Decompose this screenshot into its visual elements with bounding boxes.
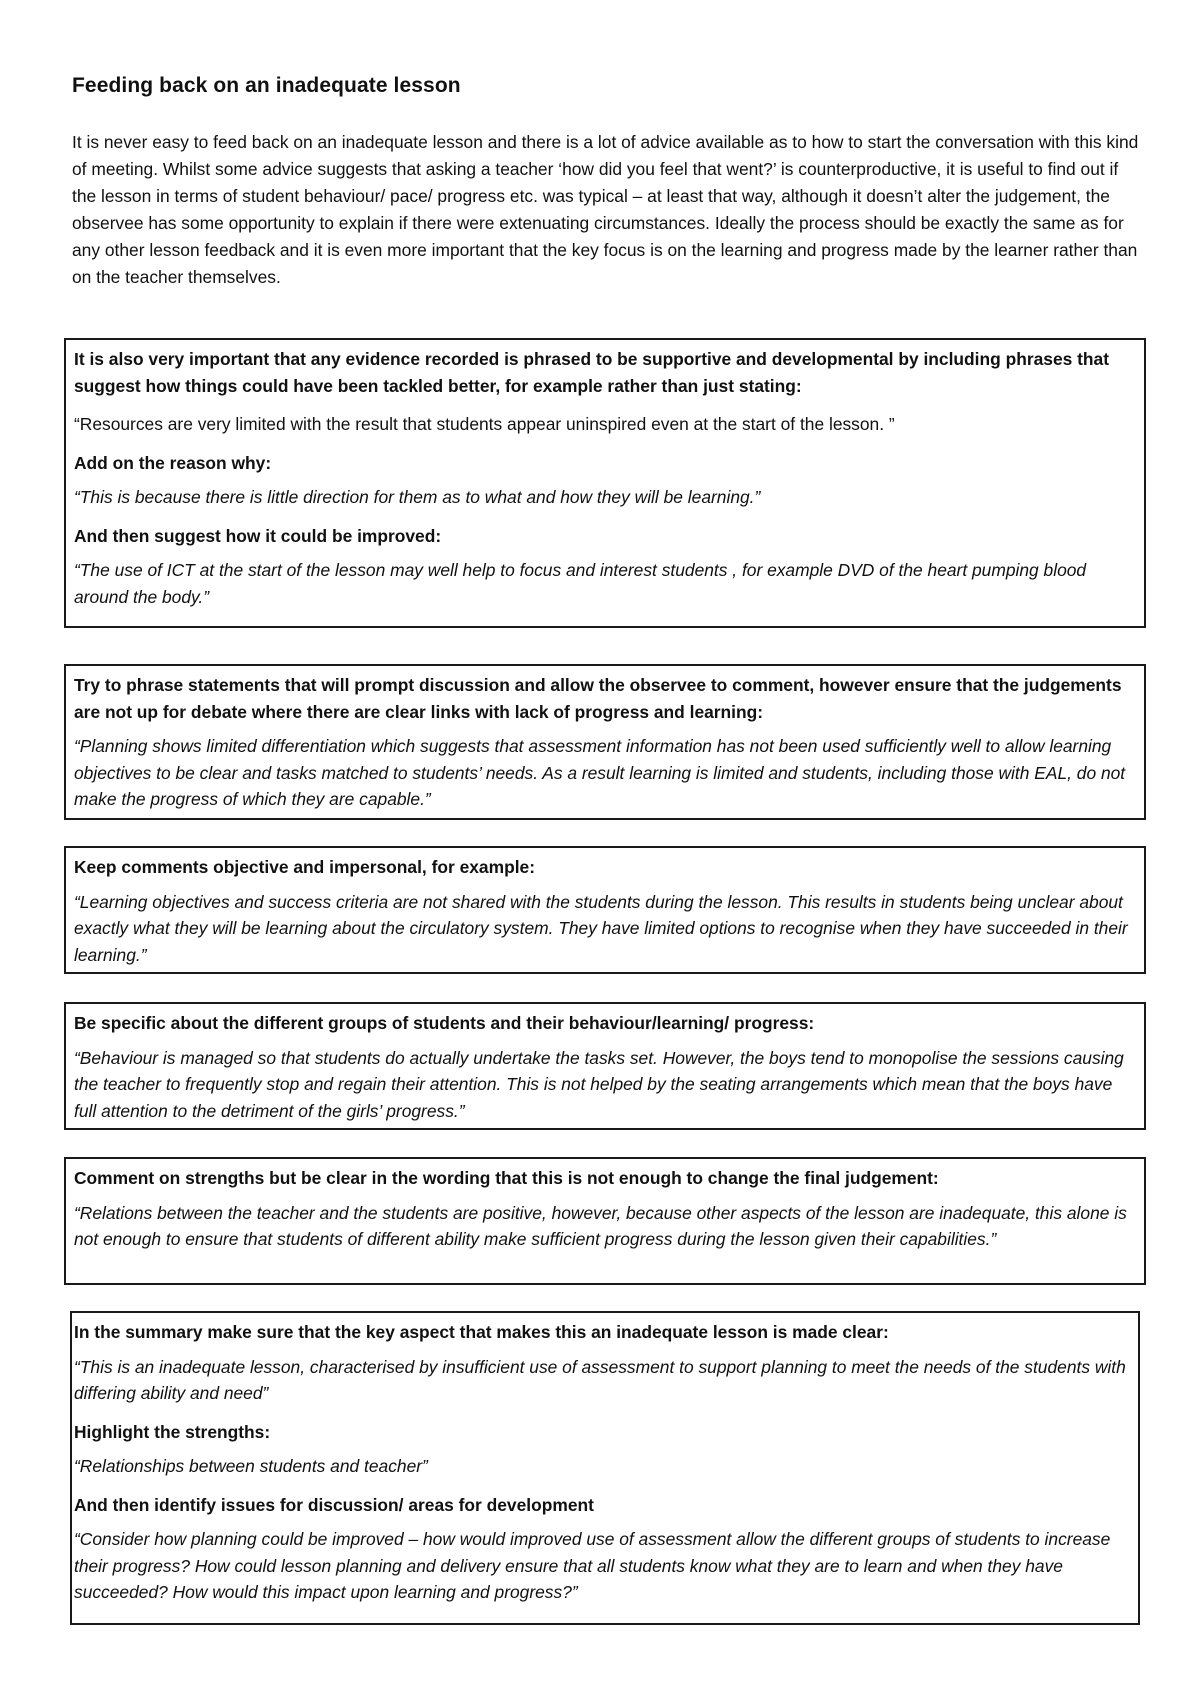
evidence-phrasing-box [64, 338, 1146, 628]
strengths-box [64, 1157, 1146, 1285]
objective-comments-box [64, 846, 1146, 974]
discussion-prompt-box [64, 664, 1146, 820]
example-quote: “This is because there is little direction for them as to what and how they will be learning.” [74, 487, 761, 507]
box-heading: Try to phrase statements that will prompt discussion and allow the observee to comment, however ensure that the judgements are not up for debate where there are clear links with lack of progress and learning: [74, 675, 1122, 722]
box-heading: It is also very important that any evidence recorded is phrased to be supportive and developmental by including phrases that suggest how things could have been tackled better, for example rather than just stating: [74, 349, 1109, 396]
student-groups-box [64, 1002, 1146, 1130]
box-heading: In the summary make sure that the key aspect that makes this an inadequate lesson is made clear: [74, 1322, 889, 1342]
example-quote: “Learning objectives and success criteria are not shared with the students during the lesson. This results in students being unclear about exactly what they will be learning about the circulatory system. They have limited options to recognise when they have succeeded in their learning.” [74, 891, 1128, 965]
intro-paragraph: It is never easy to feed back on an inadequate lesson and there is a lot of advice available as to how to start the conversation with this kind of meeting. Whilst some advice suggests that asking a teacher ‘how did you feel that went?’ is counterproductive, it is useful to find out if the lesson in terms of student behaviour/ pace/ progress etc. was typical – at least that way, although it doesn’t alter the judgement, the observee has some opportunity to explain if there were extenuating circumstances. Ideally the process should be exactly the same as for any other lesson feedback and it is even more important that the key focus is on the learning and progress made by the learner rather than on the teacher themselves. [72, 132, 1139, 287]
example-quote: “The use of ICT at the start of the lesson may well help to focus and interest students , for example DVD of the heart pumping blood around the body.” [74, 560, 1087, 607]
box-subheading: Add on the reason why: [74, 452, 272, 473]
example-quote: “This is an inadequate lesson, characterised by insufficient use of assessment to support planning to meet the needs of the students with differing ability and need” [74, 1356, 1126, 1403]
example-quote: “Relations between the teacher and the students are positive, however, because other aspects of the lesson are inadequate, this alone is not enough to ensure that students of different ability make sufficient progress during the lesson given their capabilities.” [74, 1202, 1127, 1249]
box-heading: Be specific about the different groups of students and their behaviour/learning/ progress: [74, 1013, 815, 1033]
box-subheading: Highlight the strengths: [74, 1421, 271, 1442]
summary-box [70, 1311, 1140, 1625]
example-quote: “Behaviour is managed so that students do actually undertake the tasks set. However, the boys tend to monopolise the sessions causing the teacher to frequently stop and regain their attention. This is not helped by the seating arrangements which mean that the boys have full attention to the detriment of the girls’ progress.” [74, 1047, 1124, 1121]
example-quote: “Consider how planning could be improved – how would improved use of assessment allow the different groups of students to increase their progress? How could lesson planning and delivery ensure that all students know what they are to learn and when they have succeeded? How would this impact upon learning and progress?” [74, 1529, 1111, 1602]
box-heading: Comment on strengths but be clear in the wording that this is not enough to change the final judgement: [74, 1168, 939, 1188]
box-heading: Keep comments objective and impersonal, for example: [74, 857, 535, 877]
box-subheading: And then suggest how it could be improved: [74, 525, 442, 546]
box-subheading: And then identify issues for discussion/ areas for development [74, 1494, 594, 1515]
example-quote: “Planning shows limited differentiation which suggests that assessment information has not been used sufficiently well to allow learning objectives to be clear and tasks matched to students’ needs. As a result learning is limited and students, including those with EAL, do not make the progress of which they are capable.” [74, 736, 1126, 809]
page-title: Feeding back on an inadequate lesson [72, 74, 461, 97]
example-quote: “Resources are very limited with the result that students appear uninspired even at the start of the lesson. ” [74, 414, 895, 434]
example-quote: “Relationships between students and teacher” [74, 1456, 428, 1476]
